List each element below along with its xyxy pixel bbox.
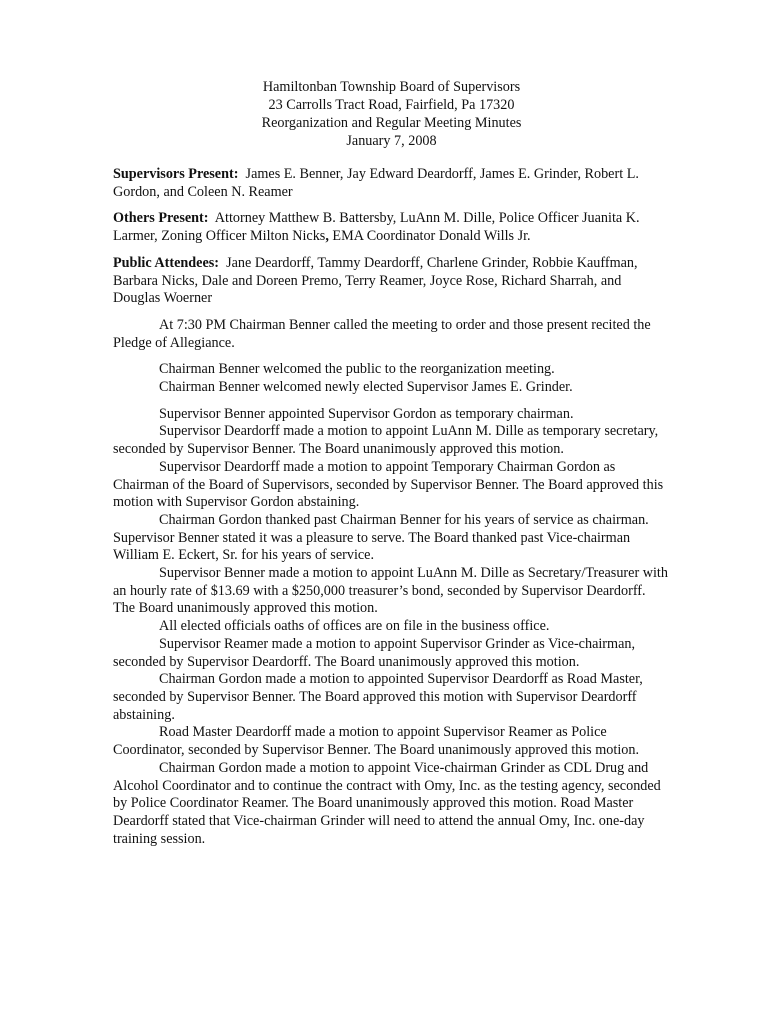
- others-present-label: Others Present:: [113, 210, 209, 227]
- minutes-paragraph: Supervisor Benner made a motion to appoint LuAnn M. Dille as Secretary/Treasurer with an hourly rate of $13.69 with a $250,000 treasurer’s bond, seconded by Supervisor Deardorff. The Board unanimously approved this motion.: [113, 565, 668, 617]
- minutes-body: [113, 406, 670, 849]
- heading-date: January 7, 2008: [346, 133, 437, 149]
- supervisors-present-label: Supervisors Present:: [113, 166, 239, 182]
- minutes-paragraph: Chairman Gordon made a motion to appoint Vice-chairman Grinder as CDL Drug and Alcohol Coordinator and to continue the contract with Omy, Inc. as the testing agency, seconded by Police Coordinator Reamer. The Board unanimously approved this motion. Road Master Deardorff stated that Vice-chairman Grinder will need to attend the annual Omy, Inc. one-day training session.: [113, 759, 661, 847]
- others-present: [113, 210, 670, 245]
- public-attendees: [113, 255, 670, 308]
- others-present-names-part2: EMA Coordinator Donald Wills Jr.: [328, 228, 531, 245]
- document-heading: [113, 78, 670, 150]
- heading-township: Hamiltonban Township Board of Supervisors: [262, 79, 521, 95]
- public-attendees-names: Jane Deardorff, Tammy Deardorff, Charlene Grinder, Robbie Kauffman, Barbara Nicks, Dale and Doreen Premo, Terry Reamer, Joyce Rose, Richard Sharrah, and Douglas Woerner: [113, 254, 638, 307]
- heading-meeting-type: Reorganization and Regular Meeting Minutes: [261, 115, 522, 131]
- minutes-paragraph: Chairman Gordon made a motion to appointed Supervisor Deardorff as Road Master, seconded by Supervisor Benner. The Board approved this motion with Supervisor Deardorff abstaining.: [113, 671, 643, 723]
- supervisors-present: [113, 166, 670, 201]
- minutes-paragraph: Supervisor Benner appointed Supervisor Gordon as temporary chairman.: [159, 405, 574, 422]
- minutes-paragraph: Chairman Gordon thanked past Chairman Benner for his years of service as chairman. Supervisor Benner stated it was a pleasure to serve. The Board thanked past Vice-chairman William E. Eckert, Sr. for his years of service.: [113, 511, 649, 564]
- welcome-block: [113, 361, 670, 396]
- heading-address: 23 Carrolls Tract Road, Fairfield, Pa 17320: [268, 97, 515, 113]
- welcome-line-public: Chairman Benner welcomed the public to the reorganization meeting.: [159, 361, 555, 378]
- public-attendees-label: Public Attendees:: [113, 254, 220, 271]
- minutes-paragraph: Road Master Deardorff made a motion to appoint Supervisor Reamer as Police Coordinator, seconded by Supervisor Benner. The Board unanimously approved this motion.: [113, 724, 639, 759]
- others-present-names-part1: Attorney Matthew B. Battersby, LuAnn M. Dille, Police Officer Juanita K. Larmer, Zoning Officer Milton Nicks: [113, 210, 640, 245]
- minutes-paragraph: All elected officials oaths of offices are on file in the business office.: [159, 618, 550, 635]
- minutes-paragraph: Supervisor Deardorff made a motion to appoint Temporary Chairman Gordon as Chairman of the Board of Supervisors, seconded by Supervisor Benner. The Board approved this motion with Supervisor Gordon abstaining.: [113, 458, 664, 511]
- minutes-paragraph: Supervisor Reamer made a motion to appoint Supervisor Grinder as Vice-chairman, seconded by Supervisor Deardorff. The Board unanimously approved this motion.: [113, 635, 636, 670]
- others-present-comma: ,: [325, 228, 329, 245]
- call-to-order-paragraph: At 7:30 PM Chairman Benner called the meeting to order and those present recited the Pledge of Allegiance.: [113, 316, 651, 351]
- supervisors-present-names: James E. Benner, Jay Edward Deardorff, James E. Grinder, Robert L. Gordon, and Coleen N. Reamer: [113, 166, 639, 200]
- minutes-paragraph: Supervisor Deardorff made a motion to appoint LuAnn M. Dille as temporary secretary, seconded by Supervisor Benner. The Board unanimously approved this motion.: [113, 423, 659, 458]
- welcome-line-grinder: Chairman Benner welcomed newly elected Supervisor James E. Grinder.: [159, 379, 573, 396]
